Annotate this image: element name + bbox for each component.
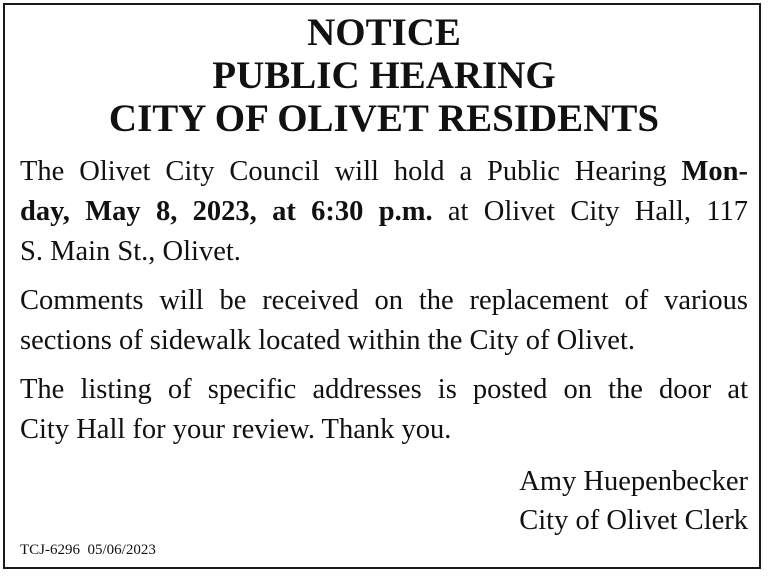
announcement-line-3: S. Main St., Olivet. [20,236,241,267]
announcement-date-part-2: day, May 8, 2023, at 6:30 p.m. [20,196,433,227]
comments-line-1: Comments will be received on the replacement of various [20,285,748,316]
announcement-location-text: at Olivet City Hall, 117 [432,196,748,227]
announcement-text-1: The Olivet City Council will hold a Public Hearing [20,156,682,187]
hearing-announcement-paragraph [20,152,748,272]
announcement-line-1 [20,152,748,192]
signature-name: Amy Huepenbecker [519,466,748,497]
listing-line-1: The listing of specific addresses is posted on the door at [20,374,748,405]
public-hearing-heading: PUBLIC HEARING [212,54,556,97]
notice-heading: NOTICE [307,11,461,54]
signature-title: City of Olivet Clerk [519,505,748,536]
announcement-date-part-1: Mon- [681,156,748,187]
ad-reference-code: TCJ-6296 05/06/2023 [20,542,156,558]
listing-line-2: City Hall for your review. Thank you. [20,414,452,445]
comments-paragraph [20,281,748,361]
comments-line-2: sections of sidewalk located within the City of Olivet. [20,325,636,356]
residents-heading: CITY OF OLIVET RESIDENTS [108,97,660,140]
announcement-line-2 [20,192,748,232]
listing-paragraph [20,370,748,450]
